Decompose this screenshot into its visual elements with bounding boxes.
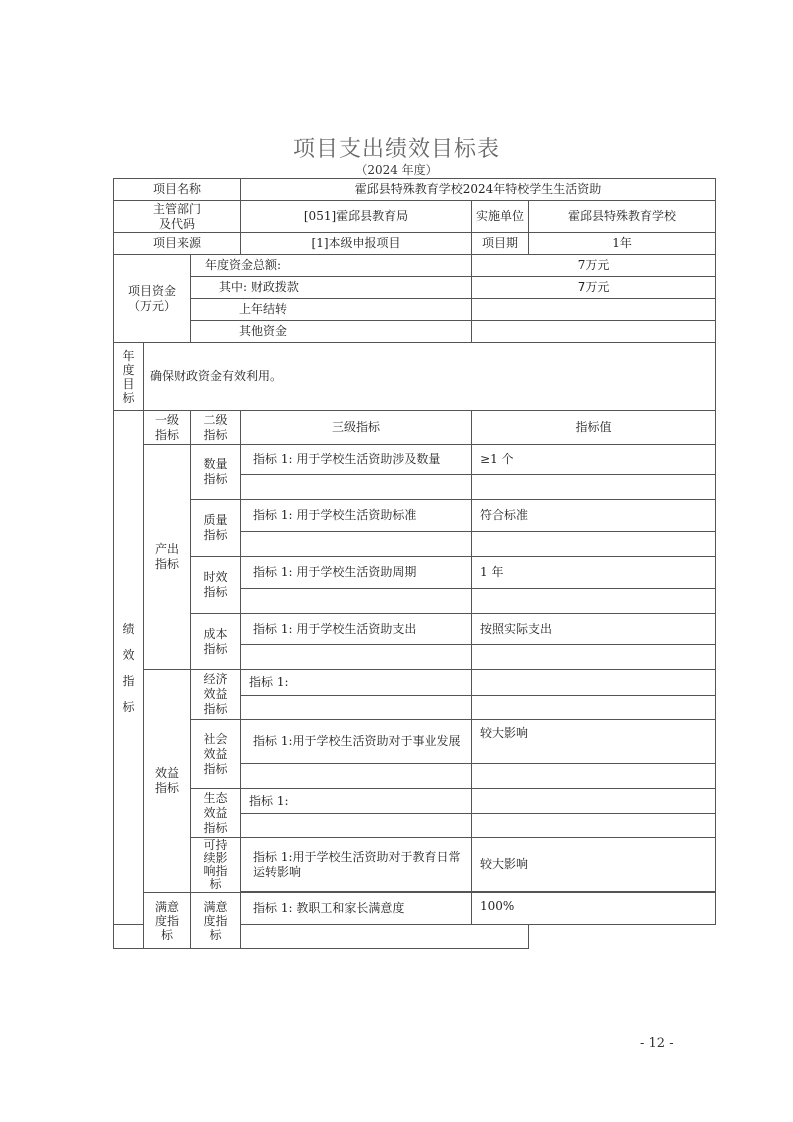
period-value: 1年 [529, 233, 716, 255]
timeliness-label: 时效 指标 [191, 557, 241, 614]
funds-label: 项目资金 （万元） [114, 255, 191, 343]
unit-label: 实施单位 [472, 201, 529, 233]
satisfy-label: 满意 度指 标 [191, 893, 241, 949]
timeliness-value: 1 年 [472, 557, 716, 589]
sustain-l3: 指标 1:用于学校生活资助对于教育日常 运转影响 [241, 838, 472, 892]
source-value: [1]本级申报项目 [241, 233, 472, 255]
funds-other-label: 其他资金 [191, 321, 472, 343]
satisfaction-indicators-label: 满意 度指 标 [144, 893, 191, 949]
funds-total-label: 年度资金总额: [191, 255, 472, 277]
satisfy-l3: 指标 1: 教职工和家长满意度 [241, 893, 472, 925]
funds-total-value: 7万元 [472, 255, 716, 277]
funds-other-value [472, 321, 716, 343]
funds-fiscal-value: 7万元 [472, 277, 716, 299]
year-label: （2024 年度） [355, 163, 438, 177]
output-indicators-label: 产出 指标 [144, 445, 191, 670]
goal-value: 确保财政资金有效利用。 [144, 343, 716, 411]
funds-fiscal-label: 其中: 财政拨款 [191, 277, 472, 299]
quantity-value: ≥1 个 [472, 445, 716, 475]
header-level2: 二级 指标 [191, 411, 241, 445]
cost-label: 成本 指标 [191, 614, 241, 670]
unit-value: 霍邱县特殊教育学校 [529, 201, 716, 233]
header-level3: 三级指标 [241, 411, 472, 445]
page-title: 项目支出绩效目标表 [292, 137, 500, 162]
project-name-value: 霍邱县特殊教育学校2024年特校学生生活资助 [241, 179, 716, 201]
sustain-label: 可持 续影 响指 标 [191, 838, 241, 893]
economic-l3: 指标 1: [241, 670, 472, 696]
social-value: 较大影响 [472, 720, 716, 764]
header-level1: 一级 指标 [144, 411, 191, 445]
page-number: - 12 - [640, 1036, 674, 1051]
quality-l3: 指标 1: 用于学校生活资助标准 [241, 500, 472, 532]
sustain-value: 较大影响 [472, 838, 716, 892]
quality-label: 质量 指标 [191, 500, 241, 557]
satisfy-value: 100% [472, 893, 716, 925]
funds-carry-label: 上年结转 [191, 299, 472, 321]
benefit-indicators-label: 效益 指标 [144, 670, 191, 893]
goal-label: 年 度 目 标 [114, 343, 144, 411]
dept-value: [051]霍邱县教育局 [241, 201, 472, 233]
eco-value [472, 789, 716, 814]
performance-target-table [113, 178, 716, 949]
period-label: 项目期 [472, 233, 529, 255]
funds-carry-value [472, 299, 716, 321]
dept-label: 主管部门 及代码 [114, 201, 241, 233]
cost-value: 按照实际支出 [472, 614, 716, 645]
indicators-group-label: 绩 效 指 标 [114, 411, 144, 925]
social-l3: 指标 1:用于学校生活资助对于事业发展 [241, 720, 472, 764]
eco-l3: 指标 1: [241, 789, 472, 814]
header-value: 指标值 [472, 411, 716, 445]
quantity-label: 数量 指标 [191, 445, 241, 500]
cost-l3: 指标 1: 用于学校生活资助支出 [241, 614, 472, 645]
quantity-l3: 指标 1: 用于学校生活资助涉及数量 [241, 445, 472, 475]
economic-label: 经济 效益 指标 [191, 670, 241, 720]
project-name-label: 项目名称 [114, 179, 241, 201]
quality-value: 符合标准 [472, 500, 716, 532]
source-label: 项目来源 [114, 233, 241, 255]
social-label: 社会 效益 指标 [191, 720, 241, 789]
eco-label: 生态 效益 指标 [191, 789, 241, 838]
economic-value [472, 670, 716, 696]
timeliness-l3: 指标 1: 用于学校生活资助周期 [241, 557, 472, 589]
